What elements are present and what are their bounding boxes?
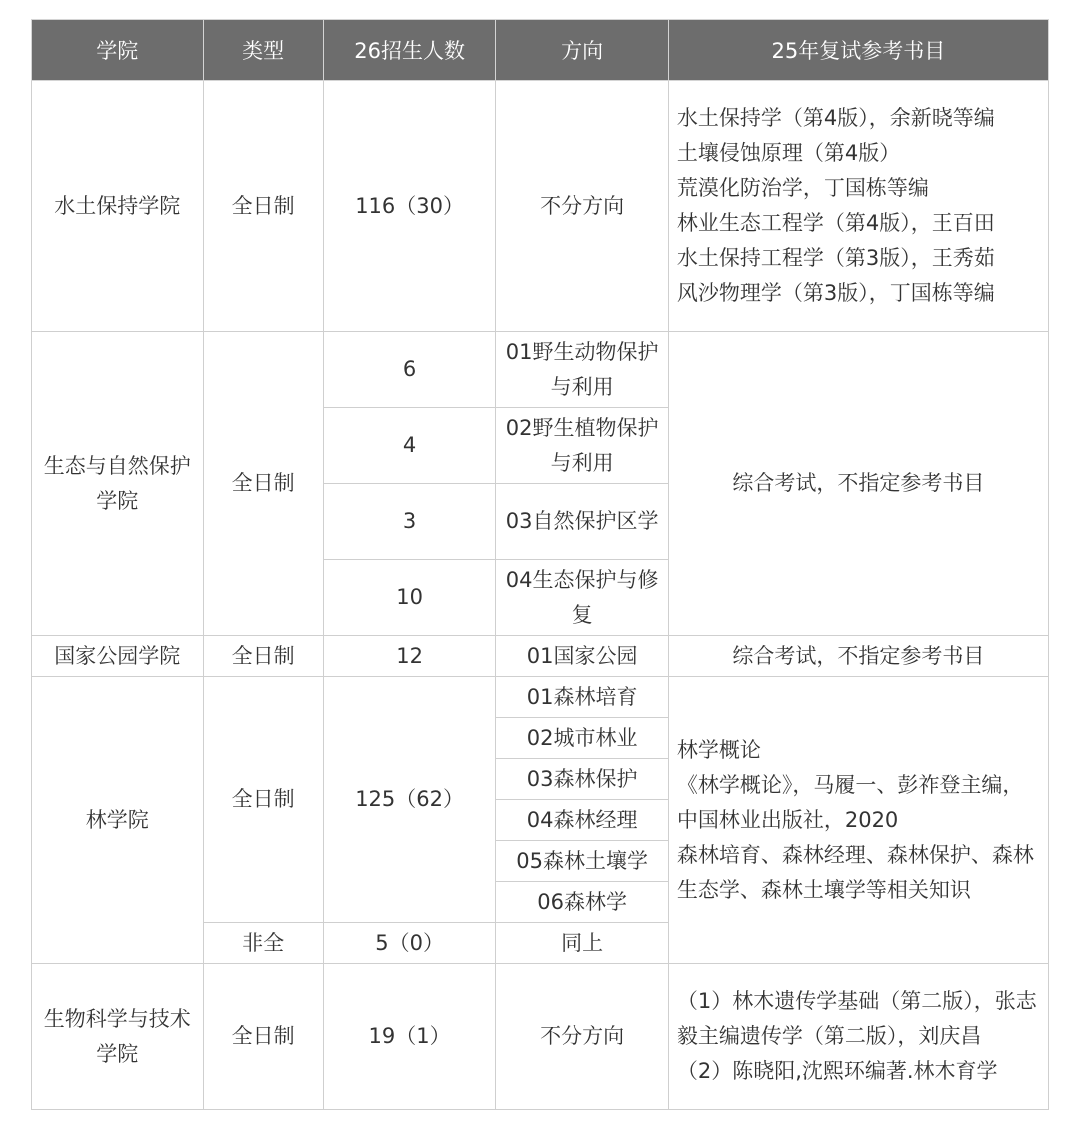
table-row (32, 81, 1049, 332)
books-cell (668, 677, 1048, 964)
count-cell: 116（30） (323, 81, 496, 332)
header-row (32, 20, 1049, 81)
book-line: （1）林木遗传学基础（第二版），张志毅主编遗传学（第二版），刘庆昌 (676, 989, 1037, 1048)
college-cell: 林学院 (32, 677, 204, 964)
book-line: 水土保持工程学（第3版），王秀茹 (676, 246, 995, 270)
books-cell (668, 964, 1048, 1110)
book-line: 林学概论 (676, 737, 761, 762)
direction-cell: 01森林培育 (496, 677, 669, 718)
direction-cell: 03森林保护 (496, 759, 669, 800)
direction-cell: 不分方向 (496, 81, 669, 332)
direction-cell: 01野生动物保护与利用 (496, 332, 669, 408)
book-line: 荒漠化防治学，丁国栋等编 (676, 176, 929, 200)
book-line: 土壤侵蚀原理（第4版） (676, 141, 901, 165)
type-cell: 全日制 (203, 677, 323, 923)
book-line: 森林培育、森林经理、森林保护、森林生态学、森林土壤学等相关知识 (676, 842, 1034, 902)
direction-cell: 04生态保护与修复 (496, 560, 669, 636)
college-cell: 水土保持学院 (32, 81, 204, 332)
book-line: 《林学概论》，马履一、彭祚登主编，中国林业出版社，2020 (676, 772, 1024, 832)
count-cell: 4 (323, 408, 496, 484)
admission-table (31, 19, 1049, 1110)
table-row (32, 636, 1049, 677)
direction-cell: 02野生植物保护与利用 (496, 408, 669, 484)
count-cell: 125（62） (323, 677, 496, 923)
direction-cell: 02城市林业 (496, 718, 669, 759)
header-books: 25年复试参考书目 (668, 20, 1048, 81)
count-cell: 10 (323, 560, 496, 636)
header-type: 类型 (203, 20, 323, 81)
books-cell: 综合考试，不指定参考书目 (668, 332, 1048, 636)
direction-cell: 同上 (496, 923, 669, 964)
direction-cell: 不分方向 (496, 964, 669, 1110)
direction-cell: 01国家公园 (496, 636, 669, 677)
college-cell: 生态与自然保护学院 (32, 332, 204, 636)
book-line: 水土保持学（第4版），余新晓等编 (676, 106, 995, 130)
books-cell: 综合考试，不指定参考书目 (668, 636, 1048, 677)
type-cell: 非全 (203, 923, 323, 964)
college-cell: 生物科学与技术学院 (32, 964, 204, 1110)
header-count: 26招生人数 (323, 20, 496, 81)
direction-cell: 04森林经理 (496, 800, 669, 841)
direction-cell: 05森林土壤学 (496, 841, 669, 882)
direction-cell: 06森林学 (496, 882, 669, 923)
type-cell: 全日制 (203, 636, 323, 677)
count-cell: 3 (323, 484, 496, 560)
direction-cell: 03自然保护区学 (496, 484, 669, 560)
table-row (32, 677, 1049, 718)
book-line: 林业生态工程学（第4版），王百田 (676, 211, 995, 235)
table-row (32, 332, 1049, 408)
count-cell: 19（1） (323, 964, 496, 1110)
header-direction: 方向 (496, 20, 669, 81)
admission-table-container (31, 19, 1049, 1110)
college-cell: 国家公园学院 (32, 636, 204, 677)
table-row (32, 964, 1049, 1110)
type-cell: 全日制 (203, 81, 323, 332)
book-line: 风沙物理学（第3版），丁国栋等编 (676, 281, 995, 305)
book-line: （2）陈晓阳,沈熙环编著.林木育学 (676, 1059, 998, 1083)
type-cell: 全日制 (203, 332, 323, 636)
count-cell: 5（0） (323, 923, 496, 964)
type-cell: 全日制 (203, 964, 323, 1110)
count-cell: 6 (323, 332, 496, 408)
header-college: 学院 (32, 20, 204, 81)
count-cell: 12 (323, 636, 496, 677)
books-cell (668, 81, 1048, 332)
